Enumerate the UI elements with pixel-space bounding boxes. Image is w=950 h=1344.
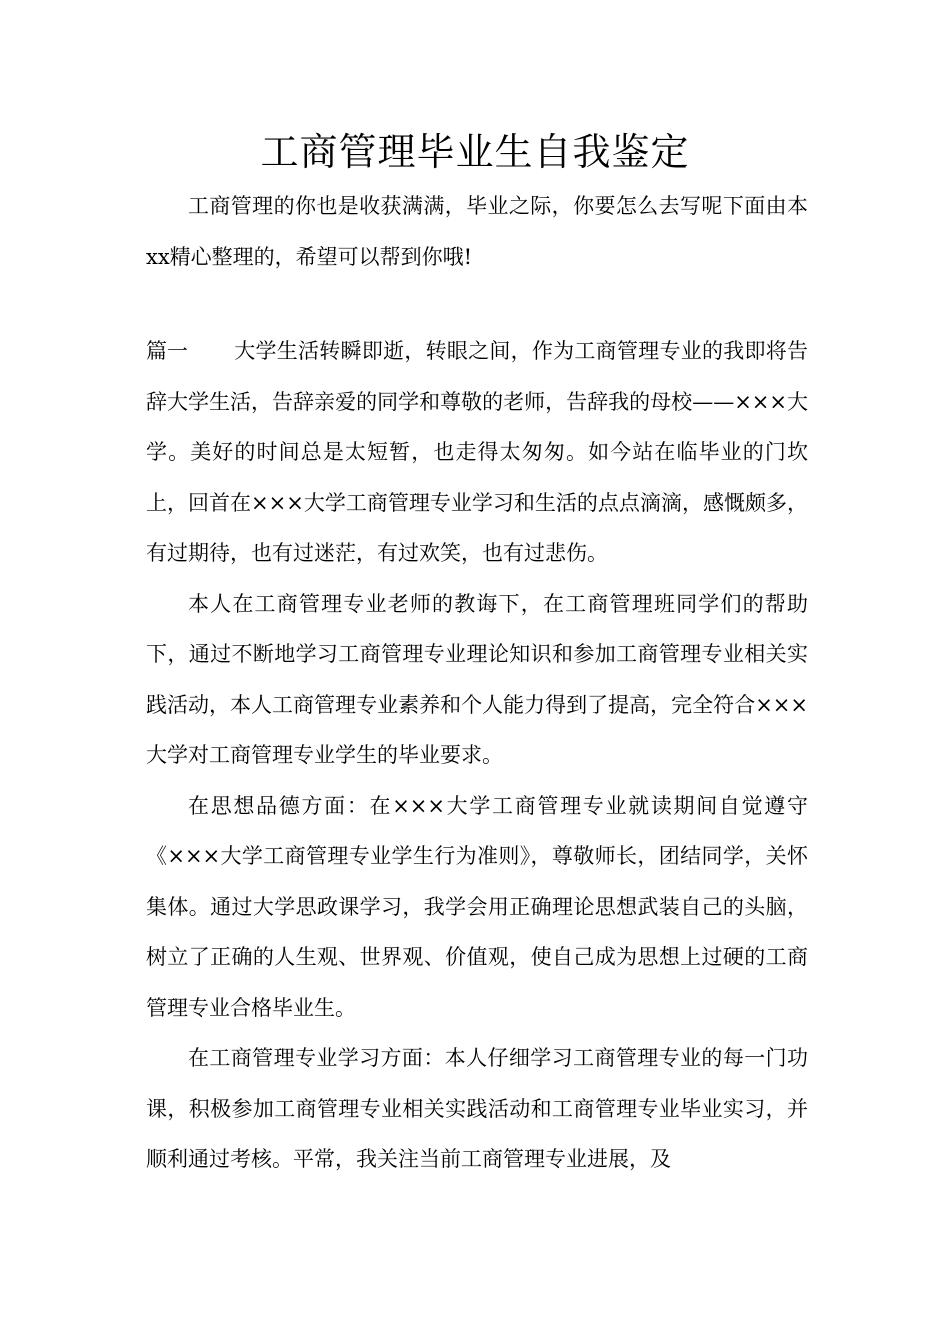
intro-block bbox=[146, 181, 808, 282]
section-label: 篇一 bbox=[146, 339, 188, 363]
document-title: 工商管理毕业生自我鉴定 bbox=[260, 130, 690, 174]
paragraph-3: 在思想品德方面：在×××大学工商管理专业就读期间自觉遵守《×××大学工商管理专业学生行为准则》，尊敬师长，团结同学，关怀集体。通过大学思政课学习，我学会用正确理论思想武装自己的头脑，树立了正确的人生观、世界观、价值观，使自己成为思想上过硬的工商管理专业合格毕业生。 bbox=[146, 793, 808, 1020]
main-content bbox=[146, 326, 808, 1185]
paragraph-1 bbox=[146, 326, 808, 579]
intro-paragraph: 工商管理的你也是收获满满，毕业之际，你要怎么去写呢下面由本xx精心整理的，希望可以帮到你哦! bbox=[146, 194, 808, 269]
paragraph-2: 本人在工商管理专业老师的教诲下，在工商管理班同学们的帮助下，通过不断地学习工商管理专业理论知识和参加工商管理专业相关实践活动，本人工商管理专业素养和个人能力得到了提高，完全符合×××大学对工商管理专业学生的毕业要求。 bbox=[146, 591, 808, 767]
paragraph-1-text: 大学生活转瞬即逝，转眼之间，作为工商管理专业的我即将告辞大学生活，告辞亲爱的同学和尊敬的老师，告辞我的母校——×××大学。美好的时间总是太短暂，也走得太匆匆。如今站在临毕业的门坎上，回首在×××大学工商管理专业学习和生活的点点滴滴，感慨颇多，有过期待，也有过迷茫，有过欢笑，也有过悲伤。 bbox=[146, 339, 808, 565]
paragraph-4: 在工商管理专业学习方面：本人仔细学习工商管理专业的每一门功课，积极参加工商管理专业相关实践活动和工商管理专业毕业实习，并顺利通过考核。平常，我关注当前工商管理专业进展，及 bbox=[146, 1046, 808, 1171]
